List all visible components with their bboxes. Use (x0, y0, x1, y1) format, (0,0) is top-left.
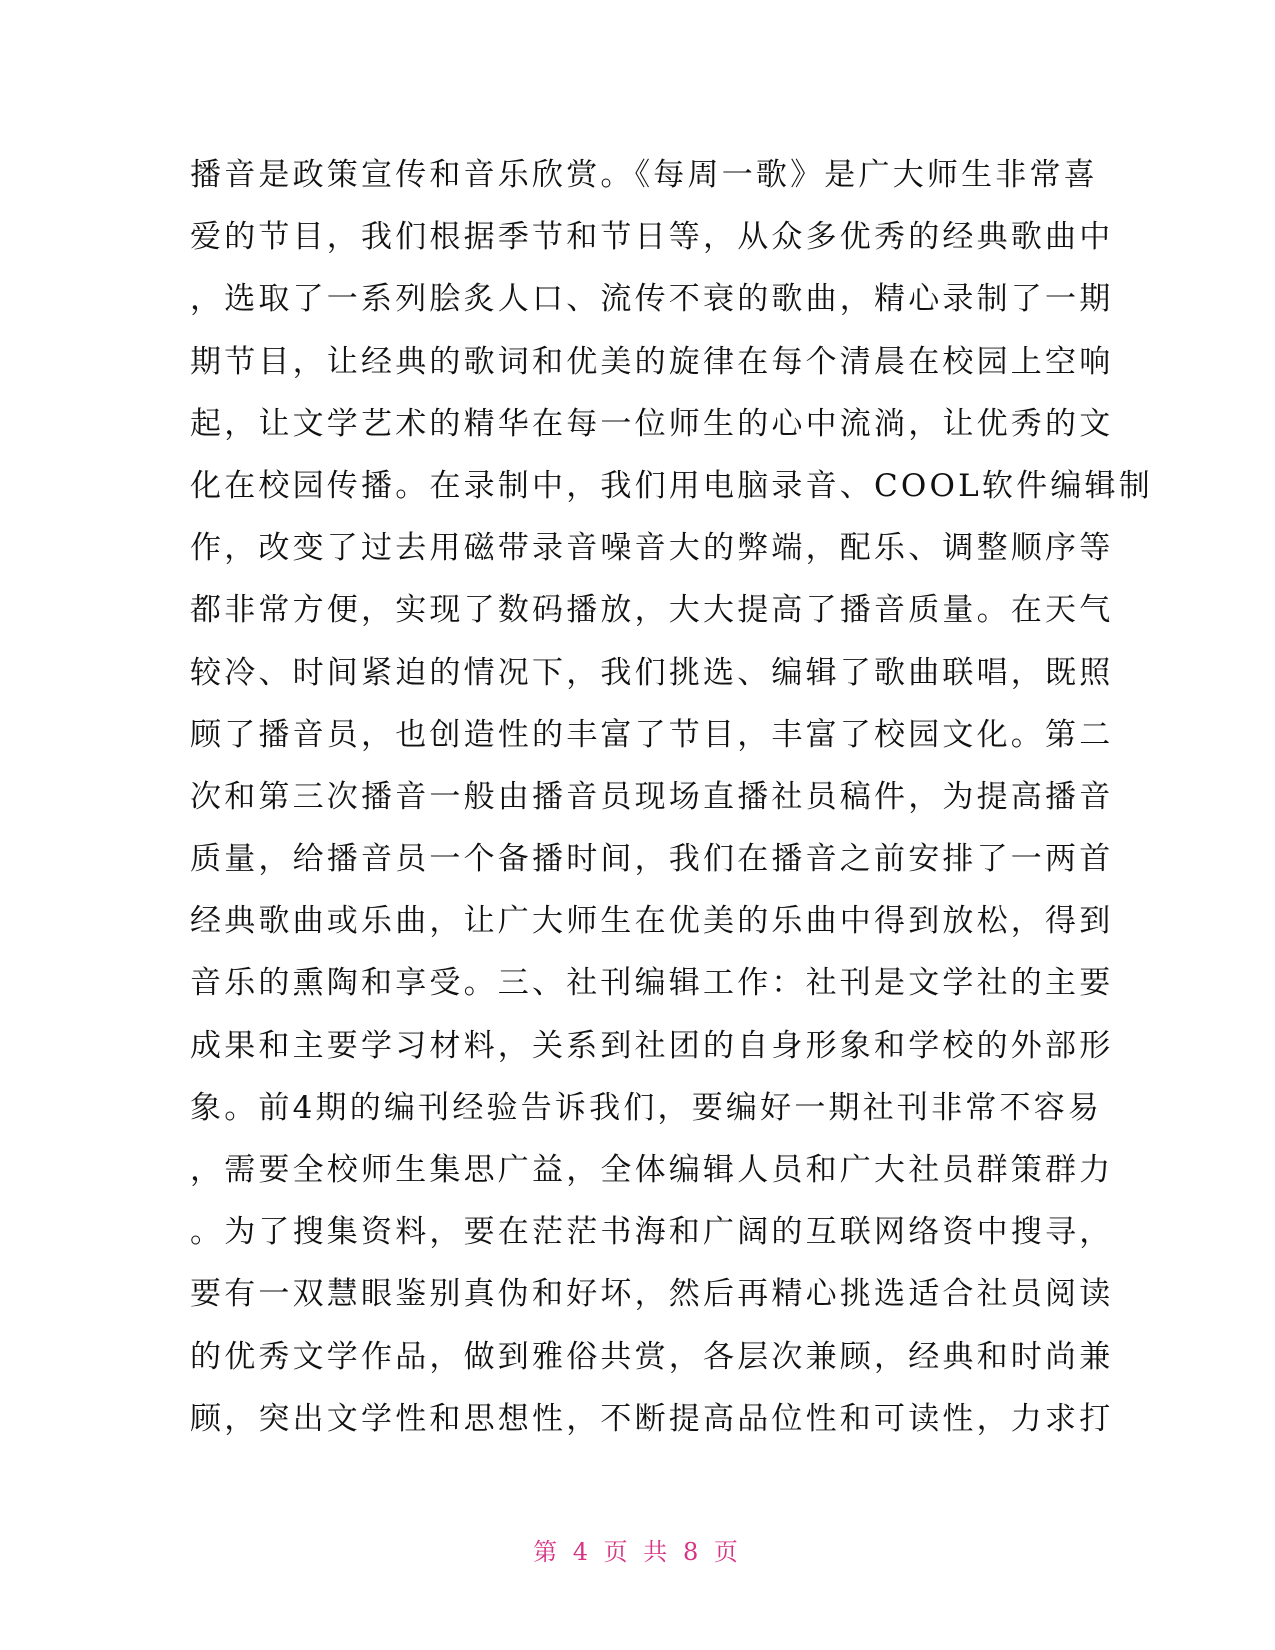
text-line: 象。前4期的编刊经验告诉我们，要编好一期社刊非常不容易 (190, 1089, 1103, 1126)
text-line: 。为了搜集资料，要在茫茫书海和广阔的互联网络资中搜寻， (190, 1214, 1114, 1251)
text-line: 顾，突出文学性和思想性，不断提高品位性和可读性，力求打 (190, 1400, 1114, 1437)
text-line: 较冷、时间紧迫的情况下，我们挑选、编辑了歌曲联唱，既照 (190, 654, 1114, 691)
text-line: 起，让文学艺术的精华在每一位师生的心中流淌，让优秀的文 (190, 405, 1114, 442)
text-line: 经典歌曲或乐曲，让广大师生在优美的乐曲中得到放松，得到 (190, 903, 1114, 940)
text-line: 要有一双慧眼鉴别真伪和好坏，然后再精心挑选适合社员阅读 (190, 1276, 1114, 1313)
text-line: 都非常方便，实现了数码播放，大大提高了播音质量。在天气 (190, 592, 1114, 629)
text-line: 成果和主要学习材料，关系到社团的自身形象和学校的外部形 (190, 1027, 1114, 1064)
text-line: ，需要全校师生集思广益，全体编辑人员和广大社员群策群力 (190, 1152, 1114, 1188)
text-line: ，选取了一系列脍炙人口、流传不衰的歌曲，精心录制了一期 (190, 281, 1114, 318)
text-line: 化在校园传播。在录制中，我们用电脑录音、COOL软件编辑制 (190, 467, 1153, 504)
text-line: 期节目，让经典的歌词和优美的旋律在每个清晨在校园上空响 (190, 343, 1114, 380)
text-line: 音乐的熏陶和享受。三、社刊编辑工作：社刊是文学社的主要 (190, 965, 1114, 1002)
text-line: 质量，给播音员一个备播时间，我们在播音之前安排了一两首 (190, 841, 1114, 878)
text-line: 顾了播音员，也创造性的丰富了节目，丰富了校园文化。第二 (190, 716, 1114, 753)
text-line: 作，改变了过去用磁带录音噪音大的弊端，配乐、调整顺序等 (190, 530, 1114, 567)
page-number-footer: 第 4 页 共 8 页 (533, 1538, 742, 1566)
text-line: 爱的节目，我们根据季节和节日等，从众多优秀的经典歌曲中 (190, 219, 1114, 256)
text-line: 播音是政策宣传和音乐欣赏。《每周一歌》是广大师生非常喜 (190, 157, 1098, 193)
text-line: 的优秀文学作品，做到雅俗共赏，各层次兼顾，经典和时尚兼 (190, 1338, 1114, 1375)
body-text (190, 144, 1153, 1450)
text-line: 次和第三次播音一般由播音员现场直播社员稿件，为提高播音 (190, 778, 1114, 815)
